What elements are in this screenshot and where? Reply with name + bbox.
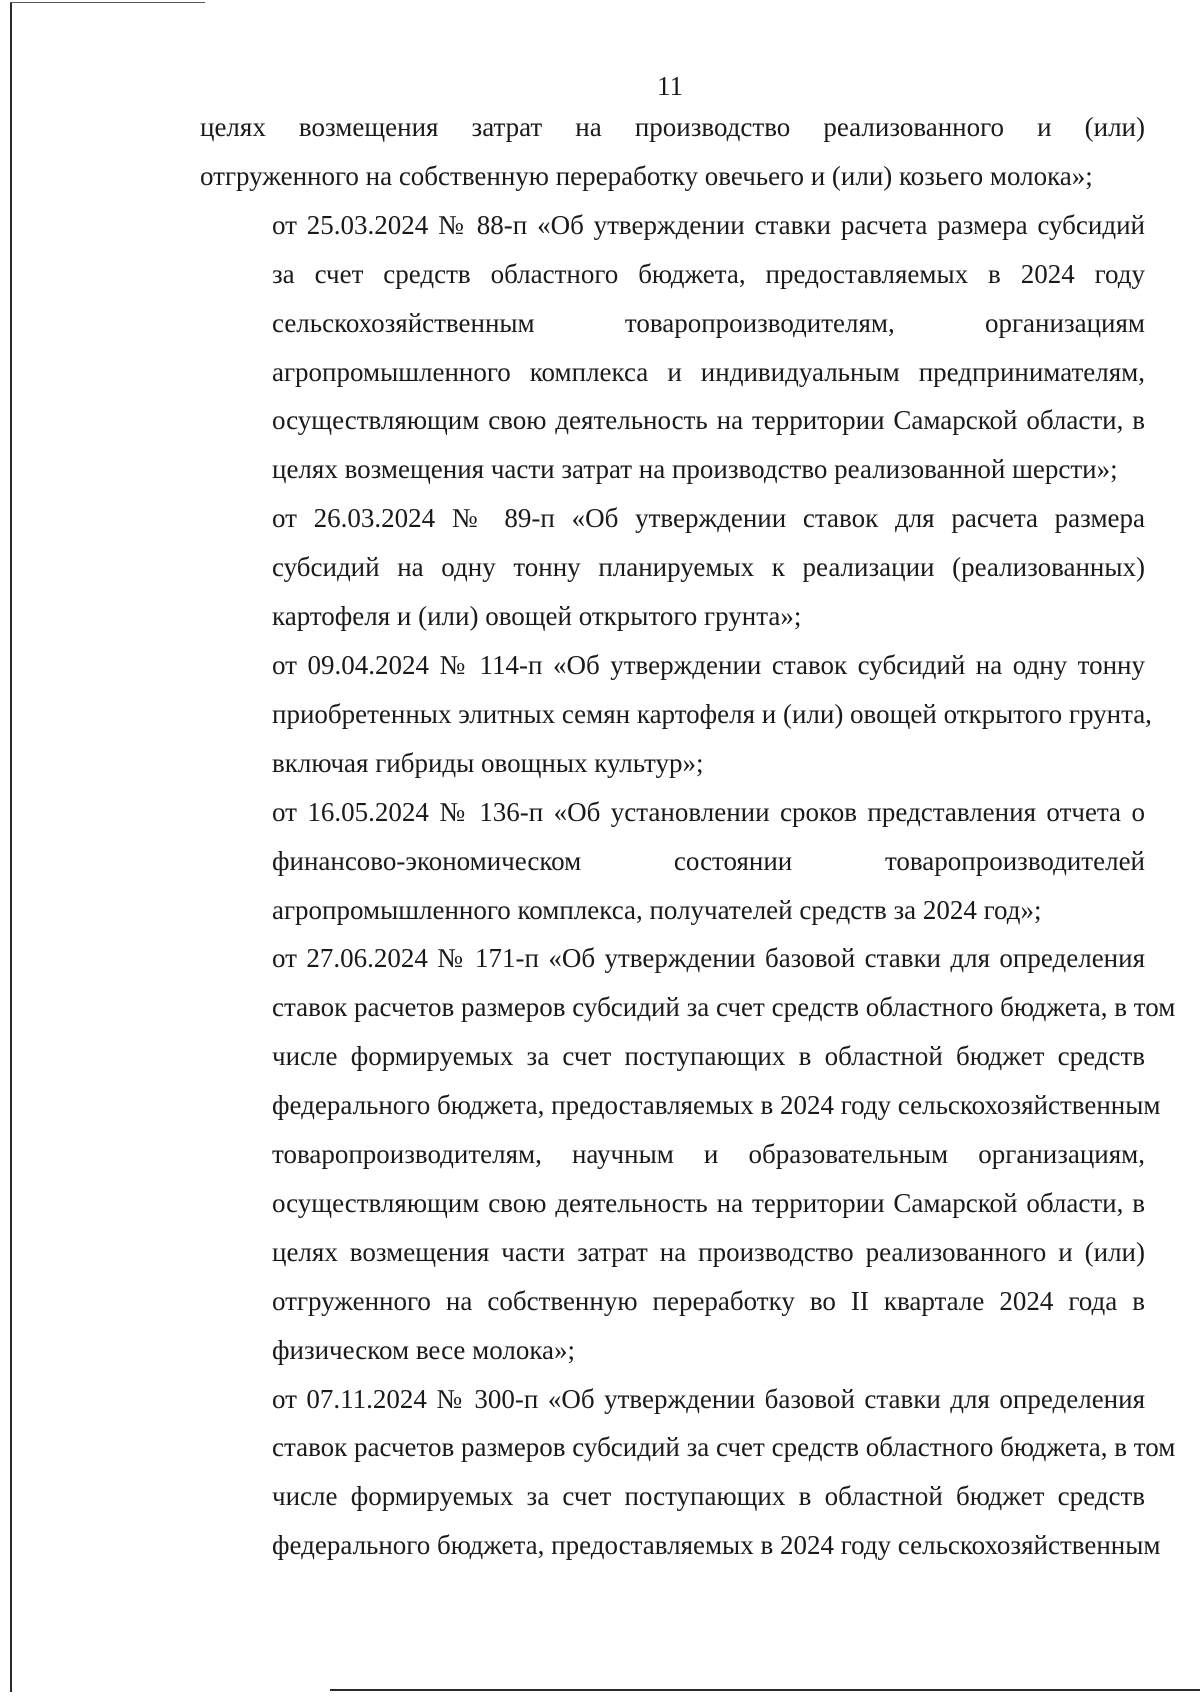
text-line: агропромышленного комплекса, получателей средств за 2024 год»; [272, 894, 1042, 925]
text-line: отгруженного на собственную переработку во II квартале 2024 года в [272, 1285, 1145, 1316]
scan-edge-left [10, 2, 12, 1692]
text-line: от 25.03.2024 № 88-п «Об утверждении ставки расчета размера субсидий [272, 209, 1145, 240]
text-line: от 27.06.2024 № 171-п «Об утверждении базовой ставки для определения [272, 943, 1145, 974]
text-line: картофеля и (или) овощей открытого грунта»; [272, 601, 802, 632]
text-line: осуществляющим свою деятельность на территории Самарской области, в [272, 405, 1145, 436]
text-line: сельскохозяйственным товаропроизводителям, организациям [272, 307, 1145, 338]
paragraph [200, 494, 1145, 641]
text-line: товаропроизводителям, научным и образовательным организациям, [272, 1139, 1145, 1170]
text-line: осуществляющим свою деятельность на территории Самарской области, в [272, 1187, 1145, 1218]
text-line: ставок расчетов размеров субсидий за счет средств областного бюджета, в том [272, 1432, 1176, 1463]
text-line: числе формируемых за счет поступающих в областной бюджет средств [272, 1041, 1145, 1072]
text-line: целях возмещения затрат на производство реализованного и (или) [200, 112, 1145, 142]
text-line: целях возмещения части затрат на производство реализованной шерсти»; [272, 454, 1118, 485]
text-line: отгруженного на собственную переработку овечьего и (или) козьего молока»; [200, 160, 1093, 191]
text-line: целях возмещения части затрат на производство реализованного и (или) [272, 1236, 1145, 1267]
text-line: агропромышленного комплекса и индивидуальным предпринимателям, [272, 356, 1145, 387]
text-line: финансово-экономическом состоянии товаропроизводителей [272, 845, 1145, 876]
page-number: 11 [657, 71, 683, 101]
text-line: включая гибриды овощных культур»; [272, 747, 704, 778]
paragraph [200, 934, 1176, 1374]
paragraph [200, 103, 1145, 201]
text-line: от 07.11.2024 № 300-п «Об утверждении базовой ставки для определения [272, 1383, 1145, 1414]
paragraph [200, 788, 1145, 935]
text-line: физическом весе молока»; [272, 1334, 576, 1365]
scan-edge-top [10, 2, 205, 3]
text-line: от 26.03.2024 № 89-п «Об утверждении ставок для расчета размера [272, 503, 1145, 534]
text-line: числе формируемых за счет поступающих в областной бюджет средств [272, 1481, 1145, 1512]
text-line: федерального бюджета, предоставляемых в 2024 году сельскохозяйственным [272, 1090, 1161, 1121]
paragraph [200, 641, 1152, 788]
text-line: от 09.04.2024 № 114-п «Об утверждении ставок субсидий на одну тонну [272, 649, 1145, 680]
paragraph [200, 1375, 1176, 1571]
text-line: от 16.05.2024 № 136-п «Об установлении сроков представления отчета о [272, 796, 1145, 827]
text-line: федерального бюджета, предоставляемых в 2024 году сельскохозяйственным [272, 1530, 1161, 1561]
scan-edge-bottom [330, 1689, 1200, 1691]
text-line: ставок расчетов размеров субсидий за счет средств областного бюджета, в том [272, 992, 1176, 1023]
text-line: субсидий на одну тонну планируемых к реализации (реализованных) [272, 552, 1145, 583]
text-line: приобретенных элитных семян картофеля и (или) овощей открытого грунта, [272, 698, 1152, 729]
text-line: за счет средств областного бюджета, предоставляемых в 2024 году [272, 258, 1145, 289]
paragraph [200, 201, 1145, 494]
document-body [200, 103, 1176, 1570]
